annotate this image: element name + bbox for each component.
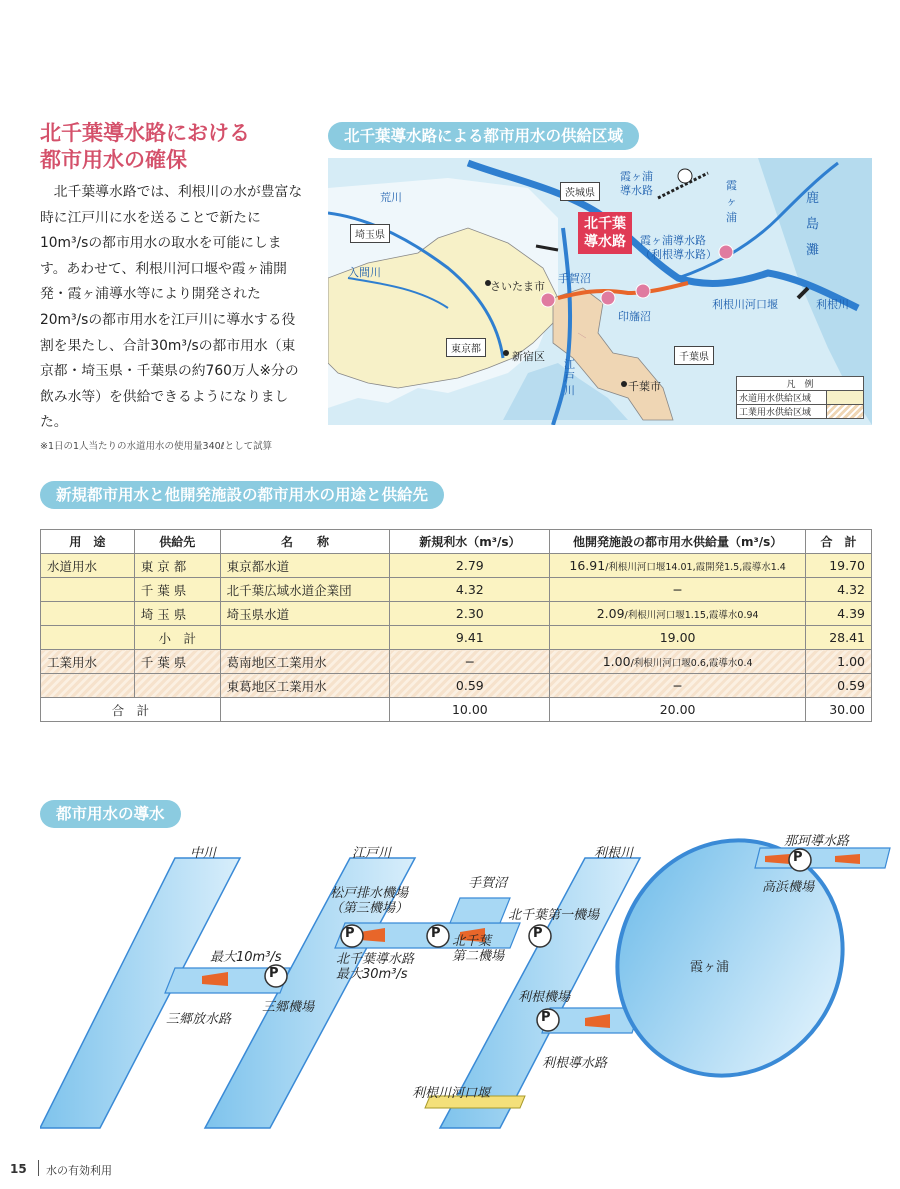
- table-total-row: [41, 698, 872, 722]
- cell-total-new: 10.00: [390, 698, 550, 722]
- cell-other: [550, 602, 806, 626]
- map-label-saitama-pref: 埼玉県: [350, 224, 390, 243]
- map-label-kasumi-kaihatsu: 霞ヶ浦導水路 （利根導水路）: [640, 234, 717, 261]
- map-label-ibaraki: 茨城県: [560, 182, 600, 201]
- cell-name: [220, 626, 390, 650]
- map-label-kasumi-dousui: 霞ヶ浦 導水路: [620, 170, 653, 197]
- map-label-kashimanada: 鹿島灘: [806, 191, 820, 258]
- cell-use: [41, 602, 135, 626]
- cell-other: [550, 554, 806, 578]
- cell-other-main: 19.00: [659, 630, 696, 645]
- water-transfer-diagram: [40, 828, 900, 1148]
- cell-new: 0.59: [390, 674, 550, 698]
- cell-total: 28.41: [806, 626, 872, 650]
- map-label-chiba-pref: 千葉県: [674, 346, 714, 365]
- cell-other-note: /利根川河口堰14.01,霞開発1.5,霞導水1.4: [605, 562, 786, 573]
- cell-other-main: 2.09: [596, 606, 625, 621]
- cell-use: [41, 674, 135, 698]
- label-kitachiba2: 北千葉 第二機場: [452, 934, 505, 964]
- cell-new: 9.41: [390, 626, 550, 650]
- legend-swatch-water: [826, 391, 863, 404]
- map-label-tonegawa: 利根川: [816, 298, 849, 311]
- cell-use: [41, 578, 135, 602]
- legend-item-industrial: 工業用水供給区域: [739, 408, 812, 418]
- supply-area-map: [328, 158, 872, 425]
- table-heading: 新規都市用水と他開発施設の都市用水の用途と供給先: [40, 481, 444, 509]
- cell-name: 東京都水道: [220, 554, 390, 578]
- pump-icon-takahama: P: [793, 850, 803, 865]
- map-label-kakouzeki: 利根川河口堰: [712, 298, 778, 311]
- map-label-tokyo: 東京都: [446, 338, 486, 357]
- cell-use: 工業用水: [41, 650, 135, 674]
- diagram-heading: 都市用水の導水: [40, 800, 181, 828]
- map-label-arakawa: 荒川: [380, 191, 402, 204]
- label-naka-channel: 那珂導水路: [784, 834, 850, 849]
- header-total: 合 計: [806, 530, 872, 554]
- header-new: 新規利水（m³/s）: [390, 530, 550, 554]
- table-row: [41, 554, 872, 578]
- cell-name: 埼玉県水道: [220, 602, 390, 626]
- map-label-inbanuma: 印旛沼: [618, 310, 651, 323]
- cell-dest: 千 葉 県: [134, 650, 220, 674]
- header-use: 用 途: [41, 530, 135, 554]
- table-row: [41, 626, 872, 650]
- table-row: [41, 650, 872, 674]
- cell-total: 0.59: [806, 674, 872, 698]
- cell-new: −: [390, 650, 550, 674]
- label-misato-pump: 三郷機場: [262, 1000, 315, 1015]
- cell-total: 1.00: [806, 650, 872, 674]
- map-label-iruma: 入間川: [348, 266, 381, 279]
- cell-total-other: 20.00: [550, 698, 806, 722]
- cell-new: 2.30: [390, 602, 550, 626]
- pump-icon-misato: P: [269, 966, 279, 981]
- cell-other: [550, 626, 806, 650]
- cell-new: 2.79: [390, 554, 550, 578]
- cell-other: [550, 578, 806, 602]
- label-takahama: 高浜機場: [762, 880, 815, 895]
- cell-total-label: 合 計: [41, 698, 221, 722]
- map-label-chiba-city: 千葉市: [628, 380, 661, 393]
- cell-use: 水道用水: [41, 554, 135, 578]
- label-max10: 最大10m³/s: [210, 950, 282, 965]
- label-nakagawa: 中川: [190, 846, 217, 861]
- map-label-edogawa: 江戸川: [564, 358, 575, 397]
- table-row: [41, 674, 872, 698]
- cell-name: 葛南地区工業用水: [220, 650, 390, 674]
- cell-use: [41, 626, 135, 650]
- label-kakouzeki: 利根川河口堰: [412, 1086, 491, 1101]
- label-dousuiro: 北千葉導水路 最大30m³/s: [336, 952, 415, 982]
- label-kitachiba1: 北千葉第一機場: [508, 908, 600, 923]
- pump-icon-matsudo: P: [345, 926, 355, 941]
- header-other: 他開発施設の都市用水供給量（m³/s）: [550, 530, 806, 554]
- table-row: [41, 578, 872, 602]
- cell-total: 4.32: [806, 578, 872, 602]
- map-legend: [736, 376, 864, 419]
- map-label-kasumigaura: 霞ヶ浦: [726, 179, 737, 224]
- header-name: 名 称: [220, 530, 390, 554]
- pump-icon-kitachiba2: P: [431, 926, 441, 941]
- label-tone-channel: 利根導水路: [542, 1056, 608, 1071]
- label-edogawa: 江戸川: [352, 846, 392, 861]
- footer-divider: [38, 1160, 39, 1176]
- cell-other-note: /利根川河口堰0.6,霞導水0.4: [630, 658, 753, 669]
- cell-grand-total: 30.00: [806, 698, 872, 722]
- label-tonegawa: 利根川: [594, 846, 634, 861]
- label-matsudo: 松戸排水機場 （第三機場）: [330, 886, 409, 916]
- cell-dest: 小 計: [134, 626, 220, 650]
- section-title: [40, 120, 320, 174]
- cell-other: [550, 674, 806, 698]
- pump-icon-kitachiba1: P: [533, 926, 543, 941]
- pump-icon-tone: P: [541, 1010, 551, 1025]
- cell-other-main: −: [672, 582, 683, 597]
- label-kasumigaura: 霞ヶ浦: [690, 960, 730, 975]
- cell-dest: [134, 674, 220, 698]
- cell-dest: 埼 玉 県: [134, 602, 220, 626]
- footer-section: 水の有効利用: [46, 1164, 112, 1177]
- cell-name: 東葛地区工業用水: [220, 674, 390, 698]
- intro-body: 北千葉導水路では、利根川の水が豊富な時に江戸川に水を送ることで新たに10m³/sの都市用水の取水を可能にします。あわせて、利根川河口堰や霞ヶ浦開発・霞ヶ浦導水等により開発された20m³/sの都市用水を江戸川に導水する役割を果たし、合計30m³/sの都市用水（東京都・埼玉県・千葉県の約760万人※分の飲み水等）を供給できるようになりました。: [40, 184, 303, 431]
- cell-other-main: −: [672, 678, 683, 693]
- footnote: ※1日の1人当たりの水道用水の使用量340ℓとして試算: [40, 441, 273, 452]
- cell-total: 4.39: [806, 602, 872, 626]
- cell-new: 4.32: [390, 578, 550, 602]
- label-teganuma: 手賀沼: [468, 876, 508, 891]
- cell-other-main: 1.00: [602, 654, 631, 669]
- table-row: [41, 602, 872, 626]
- map-label-saitama-city: さいたま市: [490, 280, 545, 293]
- cell-other-note: /利根川河口堰1.15,霞導水0.94: [624, 610, 759, 621]
- title-line-2: 都市用水の確保: [40, 148, 187, 172]
- supply-table: [40, 529, 872, 722]
- cell-dest: 東 京 都: [134, 554, 220, 578]
- cell-name: 北千葉広域水道企業団: [220, 578, 390, 602]
- map-heading: 北千葉導水路による都市用水の供給区域: [328, 122, 639, 150]
- cell-other-main: 16.91: [569, 558, 606, 573]
- table-header-row: [41, 530, 872, 554]
- title-line-1: 北千葉導水路における: [40, 121, 250, 145]
- cell-empty: [220, 698, 390, 722]
- label-misato-channel: 三郷放水路: [166, 1012, 232, 1027]
- legend-item-water: 水道用水供給区域: [739, 394, 812, 404]
- cell-other: [550, 650, 806, 674]
- cell-total: 19.70: [806, 554, 872, 578]
- header-dest: 供給先: [134, 530, 220, 554]
- cell-dest: 千 葉 県: [134, 578, 220, 602]
- map-label-kitachiba: 北千葉 導水路: [578, 212, 632, 254]
- legend-swatch-industrial: [826, 405, 863, 418]
- page-number: 15: [10, 1162, 27, 1176]
- map-label-shinjuku: 新宿区: [512, 350, 545, 363]
- label-tone-pump: 利根機場: [518, 990, 571, 1005]
- map-label-teganuma: 手賀沼: [558, 272, 591, 285]
- legend-title: 凡 例: [737, 377, 863, 391]
